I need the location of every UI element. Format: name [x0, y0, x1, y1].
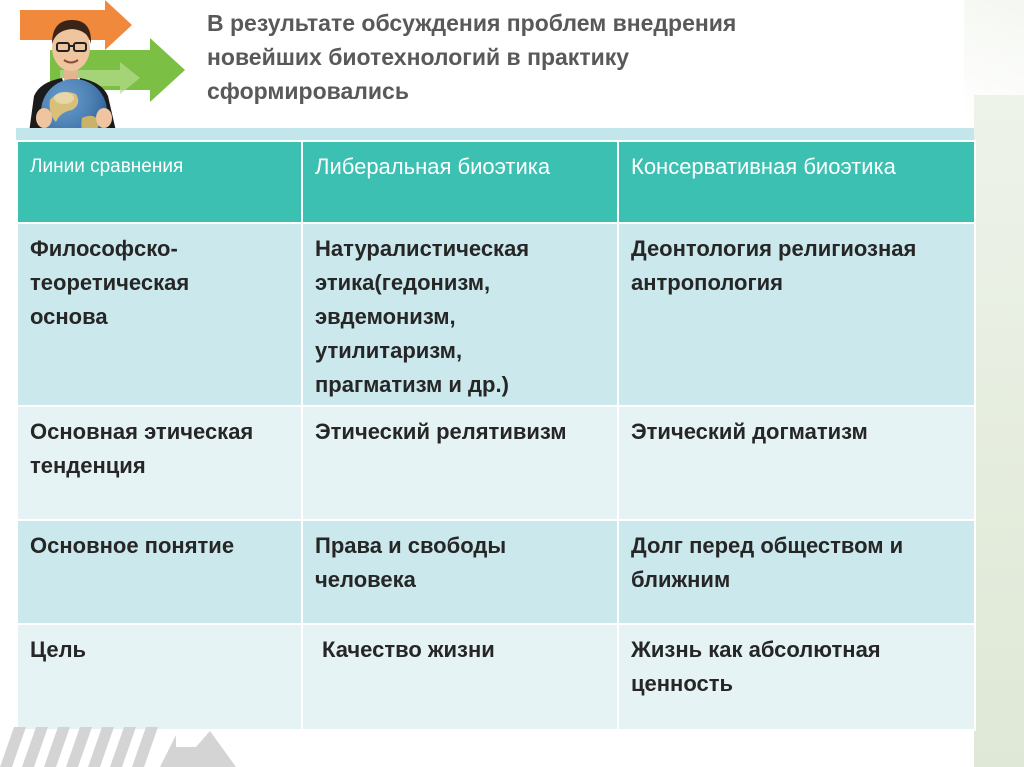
- cell-text: Права и свободы человека: [315, 533, 507, 592]
- cell-text: Философско- теоретическая основа: [30, 236, 190, 329]
- cell-text: Жизнь как абсолютная ценность: [631, 637, 881, 696]
- liberal-cell: [302, 520, 618, 624]
- header-comparison-lines: [17, 141, 302, 223]
- table-header-row: [17, 141, 975, 223]
- liberal-cell: [302, 406, 618, 520]
- slide-title: В результате обсуждения проблем внедрения новейших биотехнологий в практику сформировались: [207, 10, 737, 104]
- header-label: Либеральная биоэтика: [315, 154, 551, 179]
- decorative-side-panel: [974, 95, 1024, 767]
- businessman-globe-icon: [0, 0, 200, 140]
- table-row: [17, 520, 975, 624]
- conservative-cell: [618, 520, 975, 624]
- cell-text: Долг перед обществом и ближним: [631, 533, 904, 592]
- cell-text: Натуралистическая этика(гедонизм, эвдемонизм, утилитаризм, прагматизм и др.): [315, 236, 530, 397]
- table-row: [17, 223, 975, 406]
- header-label: Линии сравнения: [30, 156, 184, 177]
- criterion-cell: [17, 520, 302, 624]
- header-liberal-bioethics: [302, 141, 618, 223]
- criterion-cell: [17, 406, 302, 520]
- cell-text: Этический догматизм: [631, 419, 868, 444]
- header-conservative-bioethics: [618, 141, 975, 223]
- liberal-cell: [302, 223, 618, 406]
- liberal-cell: [302, 624, 618, 730]
- conservative-cell: [618, 624, 975, 730]
- striped-arrows-icon: [0, 707, 240, 767]
- cell-text: Цель: [30, 637, 87, 662]
- conservative-cell: [618, 406, 975, 520]
- cell-text: Основная этическая тенденция: [30, 419, 254, 478]
- cell-text: Качество жизни: [322, 637, 495, 662]
- table-row: [17, 406, 975, 520]
- cell-text: Деонтология религиозная антропология: [631, 236, 917, 295]
- criterion-cell: [17, 223, 302, 406]
- conservative-cell: [618, 223, 975, 406]
- cell-text: Этический релятивизм: [315, 419, 567, 444]
- comparison-table: [16, 140, 976, 731]
- header-label: Консервативная биоэтика: [631, 154, 896, 179]
- cell-text: Основное понятие: [30, 533, 235, 558]
